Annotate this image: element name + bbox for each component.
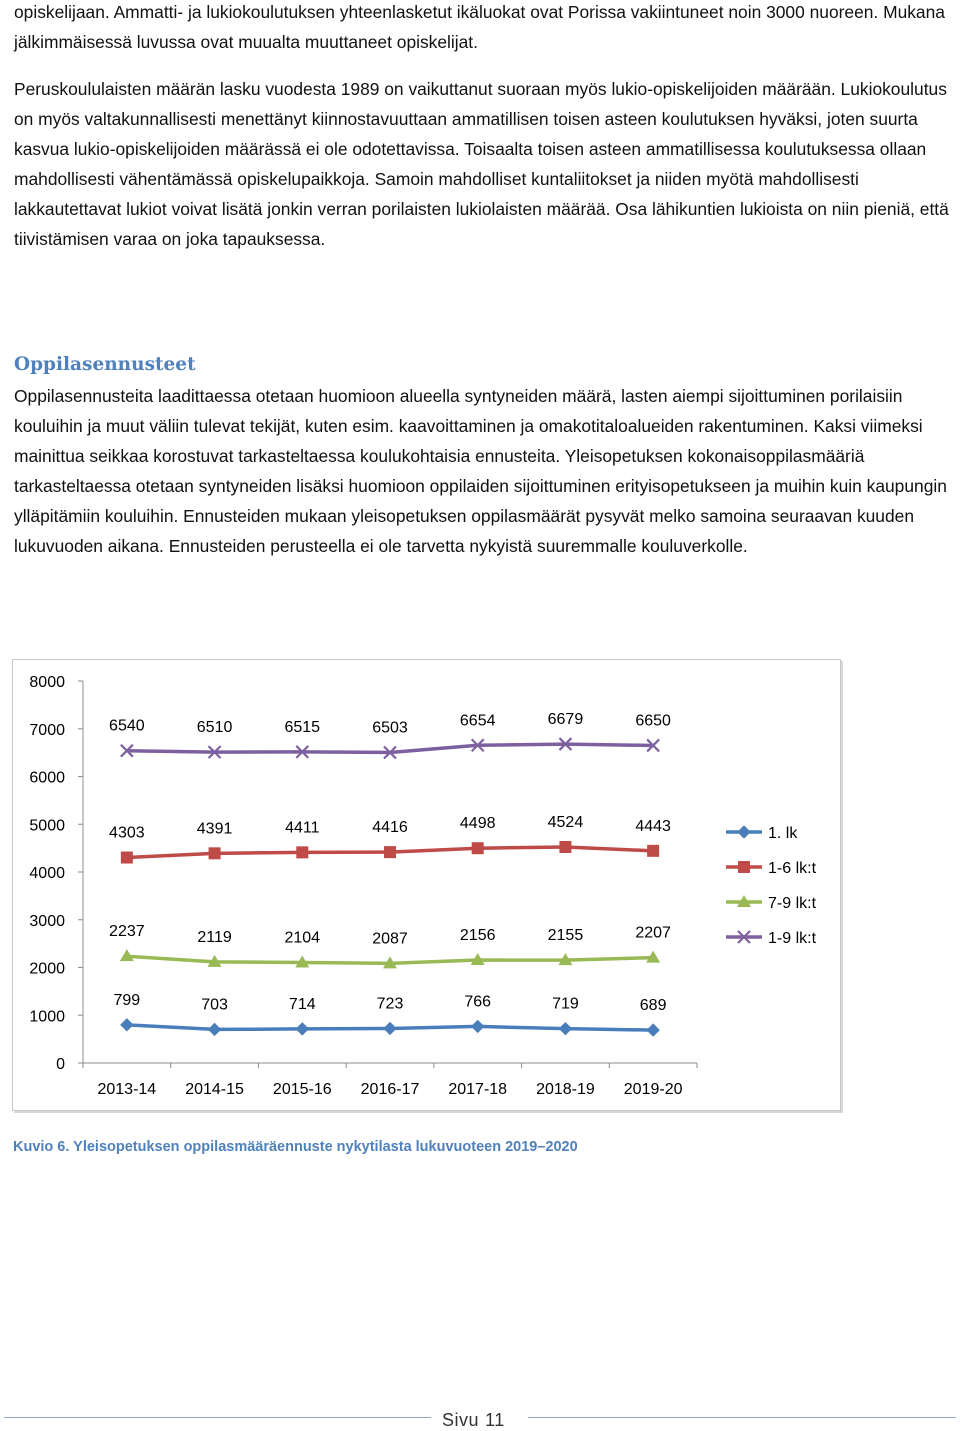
data-point-1-lk (296, 1023, 308, 1035)
data-label-1-6-lk-t: 4524 (547, 813, 584, 831)
section-heading: Oppilasennusteet (14, 354, 196, 375)
legend-marker-1-6-lk-t (738, 861, 750, 873)
data-point-1-lk (647, 1024, 659, 1036)
data-label-7-9-lk-t: 2087 (372, 930, 408, 948)
x-tick-label: 2014-15 (185, 1081, 244, 1098)
data-label-1-lk: 719 (552, 995, 579, 1013)
data-label-7-9-lk-t: 2155 (547, 927, 584, 945)
data-point-1-lk (384, 1022, 396, 1034)
data-label-7-9-lk-t: 2119 (197, 928, 232, 946)
data-point-1-lk (209, 1023, 221, 1035)
data-point-1-6-lk-t (559, 841, 571, 853)
footer-rule-left (4, 1417, 431, 1418)
y-tick-label: 3000 (29, 912, 65, 930)
ennusteet-paragraph: Oppilasennusteita laadittaessa otetaan huomioon alueella syntyneiden määrä, lasten aiempi sijoittuminen porilaisiin kouluihin ja muut väliin tulevat tekijät, kuten esim. kaavoittaminen ja omakotitaloalueiden rakentuminen. Kaksi viimeksi mainittua seikkaa korostuvat tarkasteltaessa koulukohtaisia ennusteita. Yleisopetuksen kokonaisoppilasmääriä tarkasteltaessa otetaan syntyneiden lisäksi huomioon oppilaiden sijoittuminen erityisopetukseen ja muihin kuin kaupungin ylläpitämiin kouluihin. Ennusteiden mukaan yleisopetuksen oppilasmäärät pysyvät melko samoina seuraavan kuuden lukuvuoden aikana. Ennusteiden perusteella ei ole tarvetta nykyistä suuremmalle kouluverkolle. (14, 386, 947, 556)
data-point-1-6-lk-t (296, 846, 308, 858)
data-label-1-lk: 799 (113, 991, 141, 1009)
data-label-1-6-lk-t: 4411 (285, 819, 320, 837)
y-tick-label: 7000 (29, 721, 65, 739)
page-number-value: 11 (485, 1410, 505, 1430)
y-tick-label: 8000 (29, 674, 65, 691)
data-label-1-9-lk-t: 6540 (109, 717, 145, 735)
data-label-1-9-lk-t: 6515 (284, 718, 321, 736)
x-tick-label: 2019-20 (623, 1081, 683, 1098)
y-tick-label: 6000 (29, 769, 65, 787)
legend-label-1-6-lk-t: 1-6 lk:t (768, 860, 817, 877)
data-label-1-6-lk-t: 4391 (196, 820, 233, 838)
data-label-1-9-lk-t: 6510 (196, 719, 233, 737)
x-tick-label: 2015-16 (272, 1081, 332, 1098)
x-tick-label: 2016-17 (360, 1081, 420, 1098)
legend-label-1-9-lk-t: 1-9 lk:t (768, 930, 817, 947)
y-tick-label: 0 (56, 1056, 65, 1073)
data-label-1-6-lk-t: 4498 (459, 815, 496, 833)
data-label-1-lk: 723 (376, 995, 404, 1013)
data-label-1-6-lk-t: 4303 (109, 824, 145, 842)
legend-label-1-lk: 1. lk (768, 825, 798, 842)
data-label-1-lk: 766 (464, 993, 492, 1011)
intro-paragraph: opiskelijaan. Ammatti- ja lukiokoulutuksen yhteenlasketut ikäluokat ovat Porissa vakiintuneet noin 3000 nuoreen. Mukana jälkimmäisessä luvussa ovat muualta muuttaneet opiskelijat. (14, 2, 945, 52)
lukio-paragraph: Peruskoululaisten määrän lasku vuodesta 1989 on vaikuttanut suoraan myös lukio-opiskelijoiden määrään. Lukiokoulutus on myös valtakunnallisesti menettänyt kiinnostavuuttaan ammatillisen toisen asteen koulutuksen hyväksi, joten suurta kasvua lukio-opiskelijoiden määrässä ei ole odotettavissa. Toisaalta toisen asteen ammatillisessa koulutuksessa ollaan mahdollisesti vähentämässä opiskelupaikkoja. Samoin mahdolliset kuntaliitokset ja niiden myötä mahdollisesti lakkautettavat lukiot voivat lisätä jonkin verran porilaisten lukiolaisten määrää. Osa lähikuntien lukioista on niin pieniä, että tiivistämisen varaa on joka tapauksessa. (14, 79, 949, 249)
data-label-7-9-lk-t: 2156 (459, 927, 496, 945)
legend-label-7-9-lk-t: 7-9 lk:t (768, 895, 817, 912)
data-point-1-lk (121, 1019, 133, 1031)
data-point-1-lk (559, 1023, 571, 1035)
data-label-1-6-lk-t: 4443 (635, 817, 671, 835)
y-tick-label: 2000 (29, 960, 65, 978)
data-label-7-9-lk-t: 2237 (109, 923, 145, 941)
page-number (442, 1410, 511, 1431)
data-label-1-6-lk-t: 4416 (372, 819, 408, 837)
data-label-1-lk: 703 (201, 996, 228, 1014)
footer-rule-right (528, 1417, 956, 1418)
x-tick-label: 2017-18 (448, 1081, 508, 1098)
y-tick-label: 5000 (29, 817, 65, 835)
data-point-1-6-lk-t (472, 842, 484, 854)
data-point-1-6-lk-t (384, 846, 396, 858)
data-point-1-6-lk-t (121, 852, 133, 864)
x-tick-label: 2018-19 (536, 1081, 595, 1098)
figure-caption: Kuvio 6. Yleisopetuksen oppilasmääräennuste nykytilasta lukuvuoteen 2019–2020 (13, 1139, 578, 1155)
legend-marker-1-lk (738, 826, 750, 838)
chart-frame (12, 659, 841, 1111)
data-label-1-9-lk-t: 6650 (635, 712, 671, 730)
y-tick-label: 4000 (29, 865, 65, 882)
data-point-1-6-lk-t (209, 847, 221, 859)
data-label-1-lk: 714 (288, 995, 316, 1013)
x-tick-label: 2013-14 (97, 1081, 157, 1098)
data-label-1-9-lk-t: 6679 (547, 711, 584, 729)
data-label-7-9-lk-t: 2104 (284, 929, 321, 947)
data-point-1-6-lk-t (647, 845, 659, 857)
data-label-1-9-lk-t: 6654 (459, 712, 496, 730)
line-chart (13, 660, 840, 1110)
data-label-7-9-lk-t: 2207 (635, 924, 671, 942)
page-label: Sivu (442, 1410, 480, 1430)
data-point-1-lk (472, 1020, 484, 1032)
data-label-1-lk: 689 (639, 997, 667, 1015)
data-label-1-9-lk-t: 6503 (372, 719, 408, 737)
y-tick-label: 1000 (29, 1008, 65, 1026)
